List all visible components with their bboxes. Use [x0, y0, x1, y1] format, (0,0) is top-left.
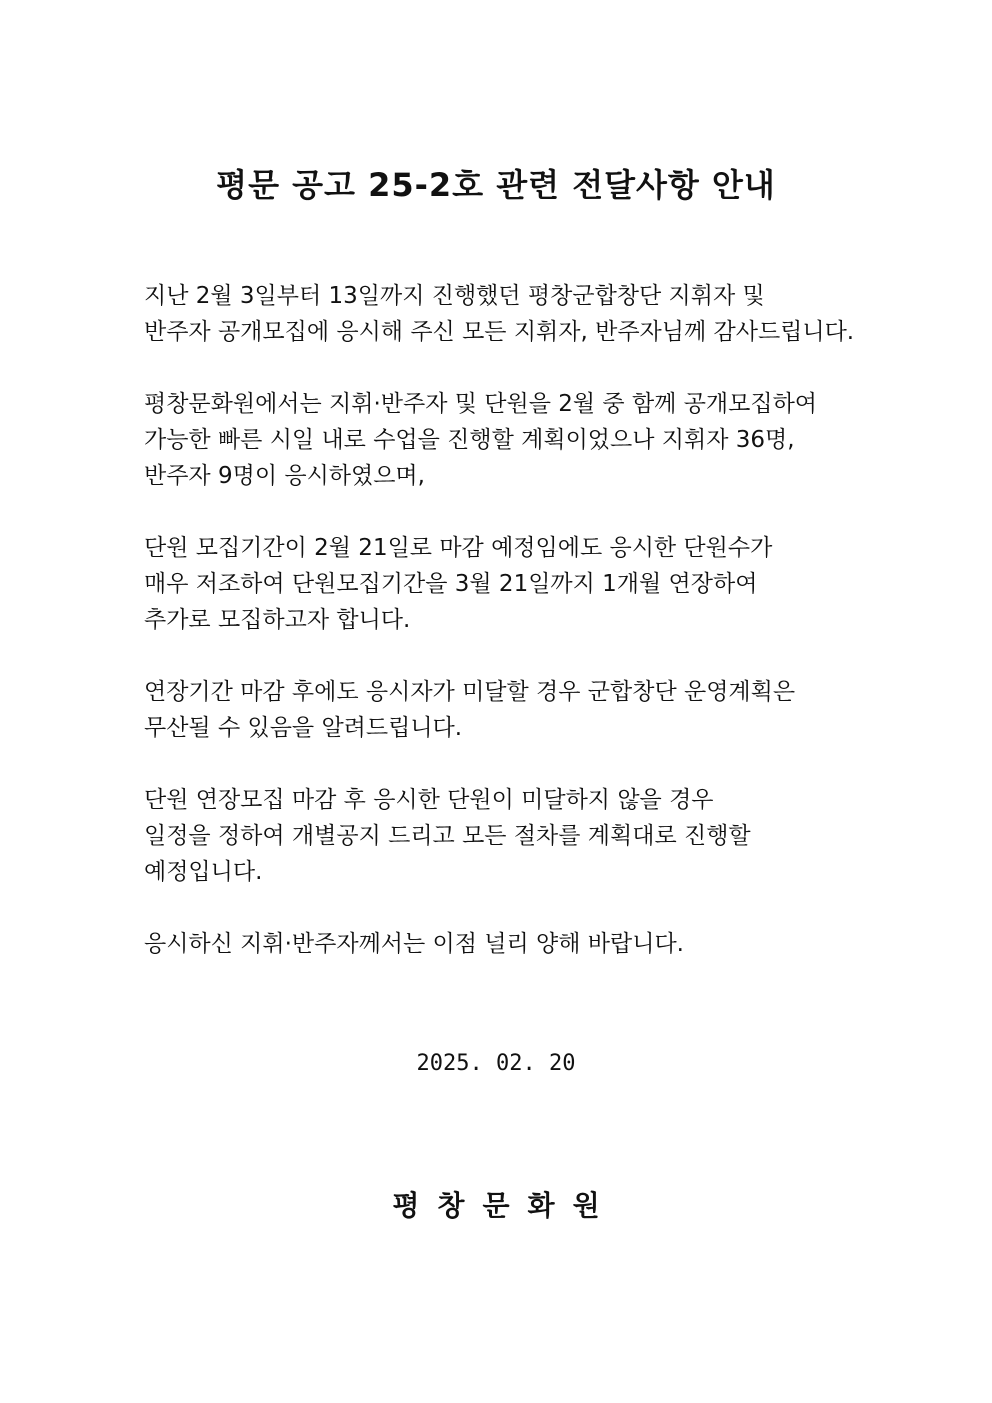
body-line: 평창문화원에서는 지휘·반주자 및 단원을 2월 중 함께 공개모집하여 [144, 391, 818, 417]
body-line: 반주자 9명이 응시하였으며, [144, 463, 425, 489]
document-date: 2025. 02. 20 [416, 1051, 576, 1076]
document-body [144, 278, 864, 998]
body-line: 단원 모집기간이 2월 21일로 마감 예정임에도 응시한 단원수가 [144, 535, 773, 561]
body-line: 매우 저조하여 단원모집기간을 3월 21일까지 1개월 연장하여 [144, 571, 758, 597]
body-line: 단원 연장모집 마감 후 응시한 단원이 미달하지 않을 경우 [144, 787, 714, 813]
paragraph-applicants [144, 386, 864, 494]
body-line: 연장기간 마감 후에도 응시자가 미달할 경우 군합창단 운영계획은 [144, 679, 796, 705]
paragraph-thanks [144, 278, 864, 350]
paragraph-closing [144, 926, 864, 962]
paragraph-extension [144, 530, 864, 638]
paragraph-schedule [144, 782, 864, 890]
body-line: 일정을 정하여 개별공지 드리고 모든 절차를 계획대로 진행할 [144, 823, 751, 849]
body-line: 예정입니다. [144, 859, 263, 885]
body-line: 응시하신 지휘·반주자께서는 이점 널리 양해 바랍니다. [144, 931, 684, 957]
body-line: 가능한 빠른 시일 내로 수업을 진행할 계획이었으나 지휘자 36명, [144, 427, 795, 453]
body-line: 반주자 공개모집에 응시해 주신 모든 지휘자, 반주자님께 감사드립니다. [144, 319, 855, 345]
issuing-organization: 평창문화원 [392, 1189, 618, 1222]
document-title: 평문 공고 25-2호 관련 전달사항 안내 [216, 166, 776, 204]
paragraph-warning [144, 674, 864, 746]
body-line: 지난 2월 3일부터 13일까지 진행했던 평창군합창단 지휘자 및 [144, 283, 765, 309]
body-line: 무산될 수 있음을 알려드립니다. [144, 715, 463, 741]
body-line: 추가로 모집하고자 합니다. [144, 607, 411, 633]
